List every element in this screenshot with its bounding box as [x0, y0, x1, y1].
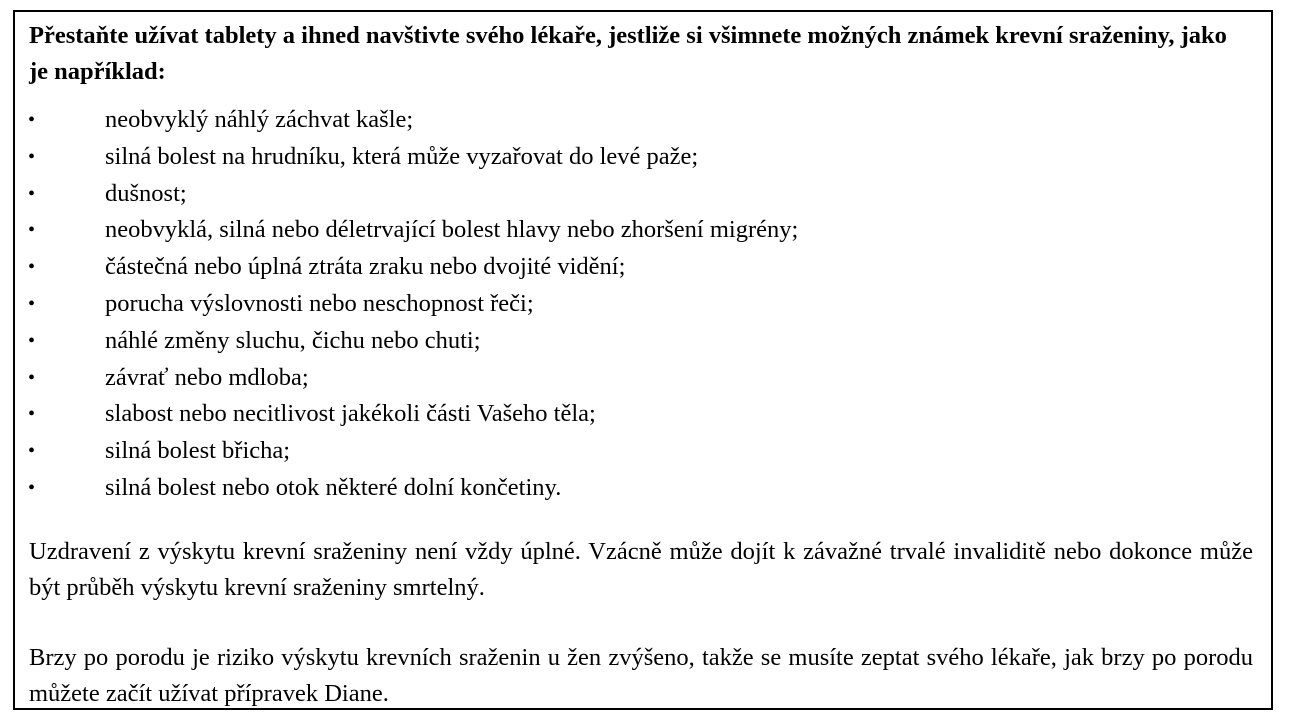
warning-heading: Přestaňte užívat tablety a ihned navštivte svého lékaře, jestliže si všimnete možných známek krevní sraženiny, jako je například: [29, 22, 1227, 85]
list-item-text: neobvyklý náhlý záchvat kašle; [105, 106, 414, 133]
bullet-icon: • [28, 366, 36, 389]
list-item-text: dušnost; [105, 179, 187, 207]
list-item-text: náhlé změny sluchu, čichu nebo chuti; [105, 326, 481, 354]
bullet-icon: • [28, 256, 36, 279]
bullet-icon: • [28, 219, 36, 242]
list-item-text: neobvyklá, silná nebo déletrvající bolest hlavy nebo zhoršení migrény; [105, 216, 799, 244]
bullet-icon: • [28, 145, 36, 168]
bullet-icon: • [28, 476, 36, 499]
list-item-text: silná bolest břicha; [105, 437, 291, 465]
bullet-icon: • [28, 182, 36, 205]
list-item-text: částečná nebo úplná ztráta zraku nebo dvojité vidění; [105, 253, 626, 281]
list-item-text: silná bolest na hrudníku, která může vyzařovat do levé paže; [105, 142, 699, 170]
list-item-text: silná bolest nebo otok některé dolní končetiny. [105, 473, 562, 501]
bullet-icon: • [28, 403, 36, 426]
bullet-icon: • [28, 329, 36, 352]
warning-box [13, 10, 1273, 710]
bullet-icon: • [28, 292, 36, 315]
bullet-icon: • [28, 109, 36, 131]
bullet-icon: • [28, 440, 36, 463]
postpartum-paragraph: Brzy po porodu je riziko výskytu krevních sraženin u žen zvýšeno, takže se musíte zeptat svého lékaře, jak brzy po porodu můžete začít užívat přípravek Diane. [29, 644, 1253, 707]
recovery-paragraph: Uzdravení z výskytu krevní sraženiny není vždy úplné. Vzácně může dojít k závažné trvalé invaliditě nebo dokonce může být průběh výskytu krevní sraženiny smrtelný. [29, 538, 1253, 601]
list-item-text: porucha výslovnosti nebo neschopnost řeči; [105, 289, 534, 317]
list-item-text: závrať nebo mdloba; [105, 363, 309, 391]
list-item-text: slabost nebo necitlivost jakékoli části Vašeho těla; [105, 400, 596, 428]
